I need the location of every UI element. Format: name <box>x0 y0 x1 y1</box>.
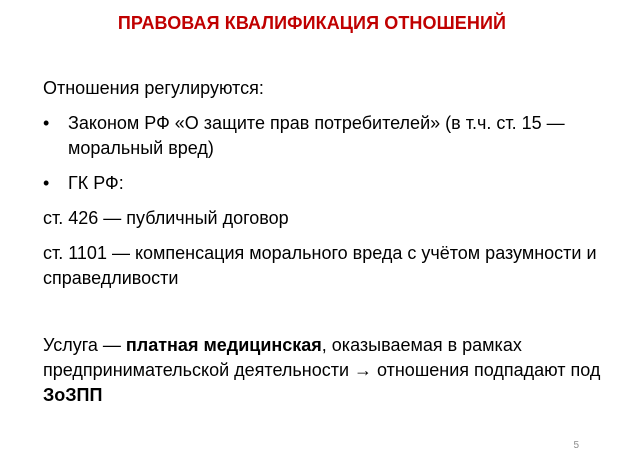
law-abbreviation: ЗоЗПП <box>43 385 103 405</box>
article-line: ст. 1101 — компенсация морального вреда с учётом разумности и справедливости <box>43 243 597 288</box>
service-emphasis: платная медицинская <box>125 335 322 355</box>
page-number: 5 <box>573 440 579 451</box>
bullet-text: Законом РФ «О защите прав потребителей» (в т.ч. ст. 15 — моральный вред) <box>68 113 565 158</box>
bullet-item <box>43 171 603 196</box>
bullet-item <box>43 111 603 161</box>
article-line: ст. 426 — публичный договор <box>43 208 289 228</box>
bullet-marker: • <box>43 113 50 133</box>
bullet-text: ГК РФ: <box>68 173 124 193</box>
service-paragraph <box>43 333 603 408</box>
service-text: , оказываемая в рамках предпринимательской деятельности → отношения подпадают под <box>43 335 601 380</box>
slide-title: ПРАВОВАЯ КВАЛИФИКАЦИЯ ОТНОШЕНИЙ <box>117 13 507 33</box>
service-text: Услуга — <box>43 335 126 355</box>
slide-content <box>43 76 603 418</box>
bullet-marker: • <box>43 173 50 193</box>
intro-text: Отношения регулируются: <box>43 78 264 98</box>
